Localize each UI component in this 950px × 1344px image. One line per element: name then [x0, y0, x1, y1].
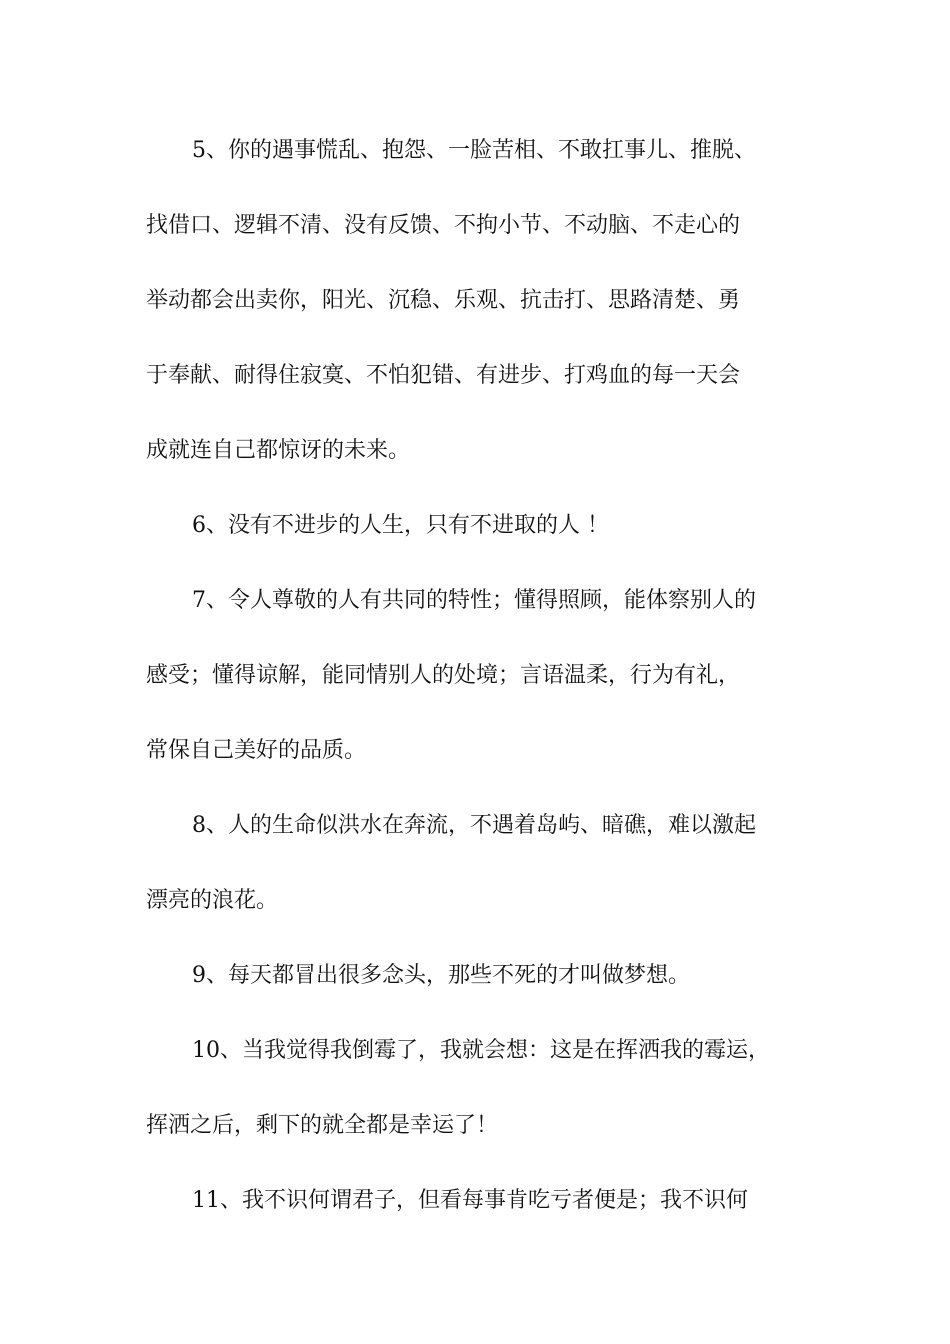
text-line: 11、我不识何谓君子，但看每事肯吃亏者便是；我不识何	[192, 1188, 748, 1213]
text-line: 找借口、逻辑不清、没有反馈、不拘小节、不动脑、不走心的	[146, 213, 741, 238]
text-line: 挥洒之后，剩下的就全都是幸运了！	[146, 1113, 499, 1138]
text-line: 9、每天都冒出很多念头，那些不死的才叫做梦想。	[192, 963, 690, 988]
text-line: 举动都会出卖你，阳光、沉稳、乐观、抗击打、思路清楚、勇	[146, 288, 741, 313]
text-line: 成就连自己都惊讶的未来。	[146, 438, 411, 463]
text-line: 常保自己美好的品质。	[146, 738, 367, 763]
text-line: 10、当我觉得我倒霉了，我就会想：这是在挥洒我的霉运，	[192, 1038, 770, 1063]
text-line: 6、没有不进步的人生，只有不进取的人 ！	[192, 513, 609, 538]
text-line: 感受；懂得谅解，能同情别人的处境；言语温柔，行为有礼，	[146, 663, 741, 688]
text-line: 漂亮的浪花。	[146, 888, 279, 913]
text-line: 8、人的生命似洪水在奔流，不遇着岛屿、暗礁，难以激起	[192, 813, 756, 838]
text-line: 于奉献、耐得住寂寞、不怕犯错、有进步、打鸡血的每一天会	[146, 363, 741, 388]
text-line: 5、你的遇事慌乱、抱怨、一脸苦相、不敢扛事儿、推脱、	[192, 138, 756, 163]
text-line: 7、令人尊敬的人有共同的特性；懂得照顾，能体察别人的	[192, 588, 756, 613]
